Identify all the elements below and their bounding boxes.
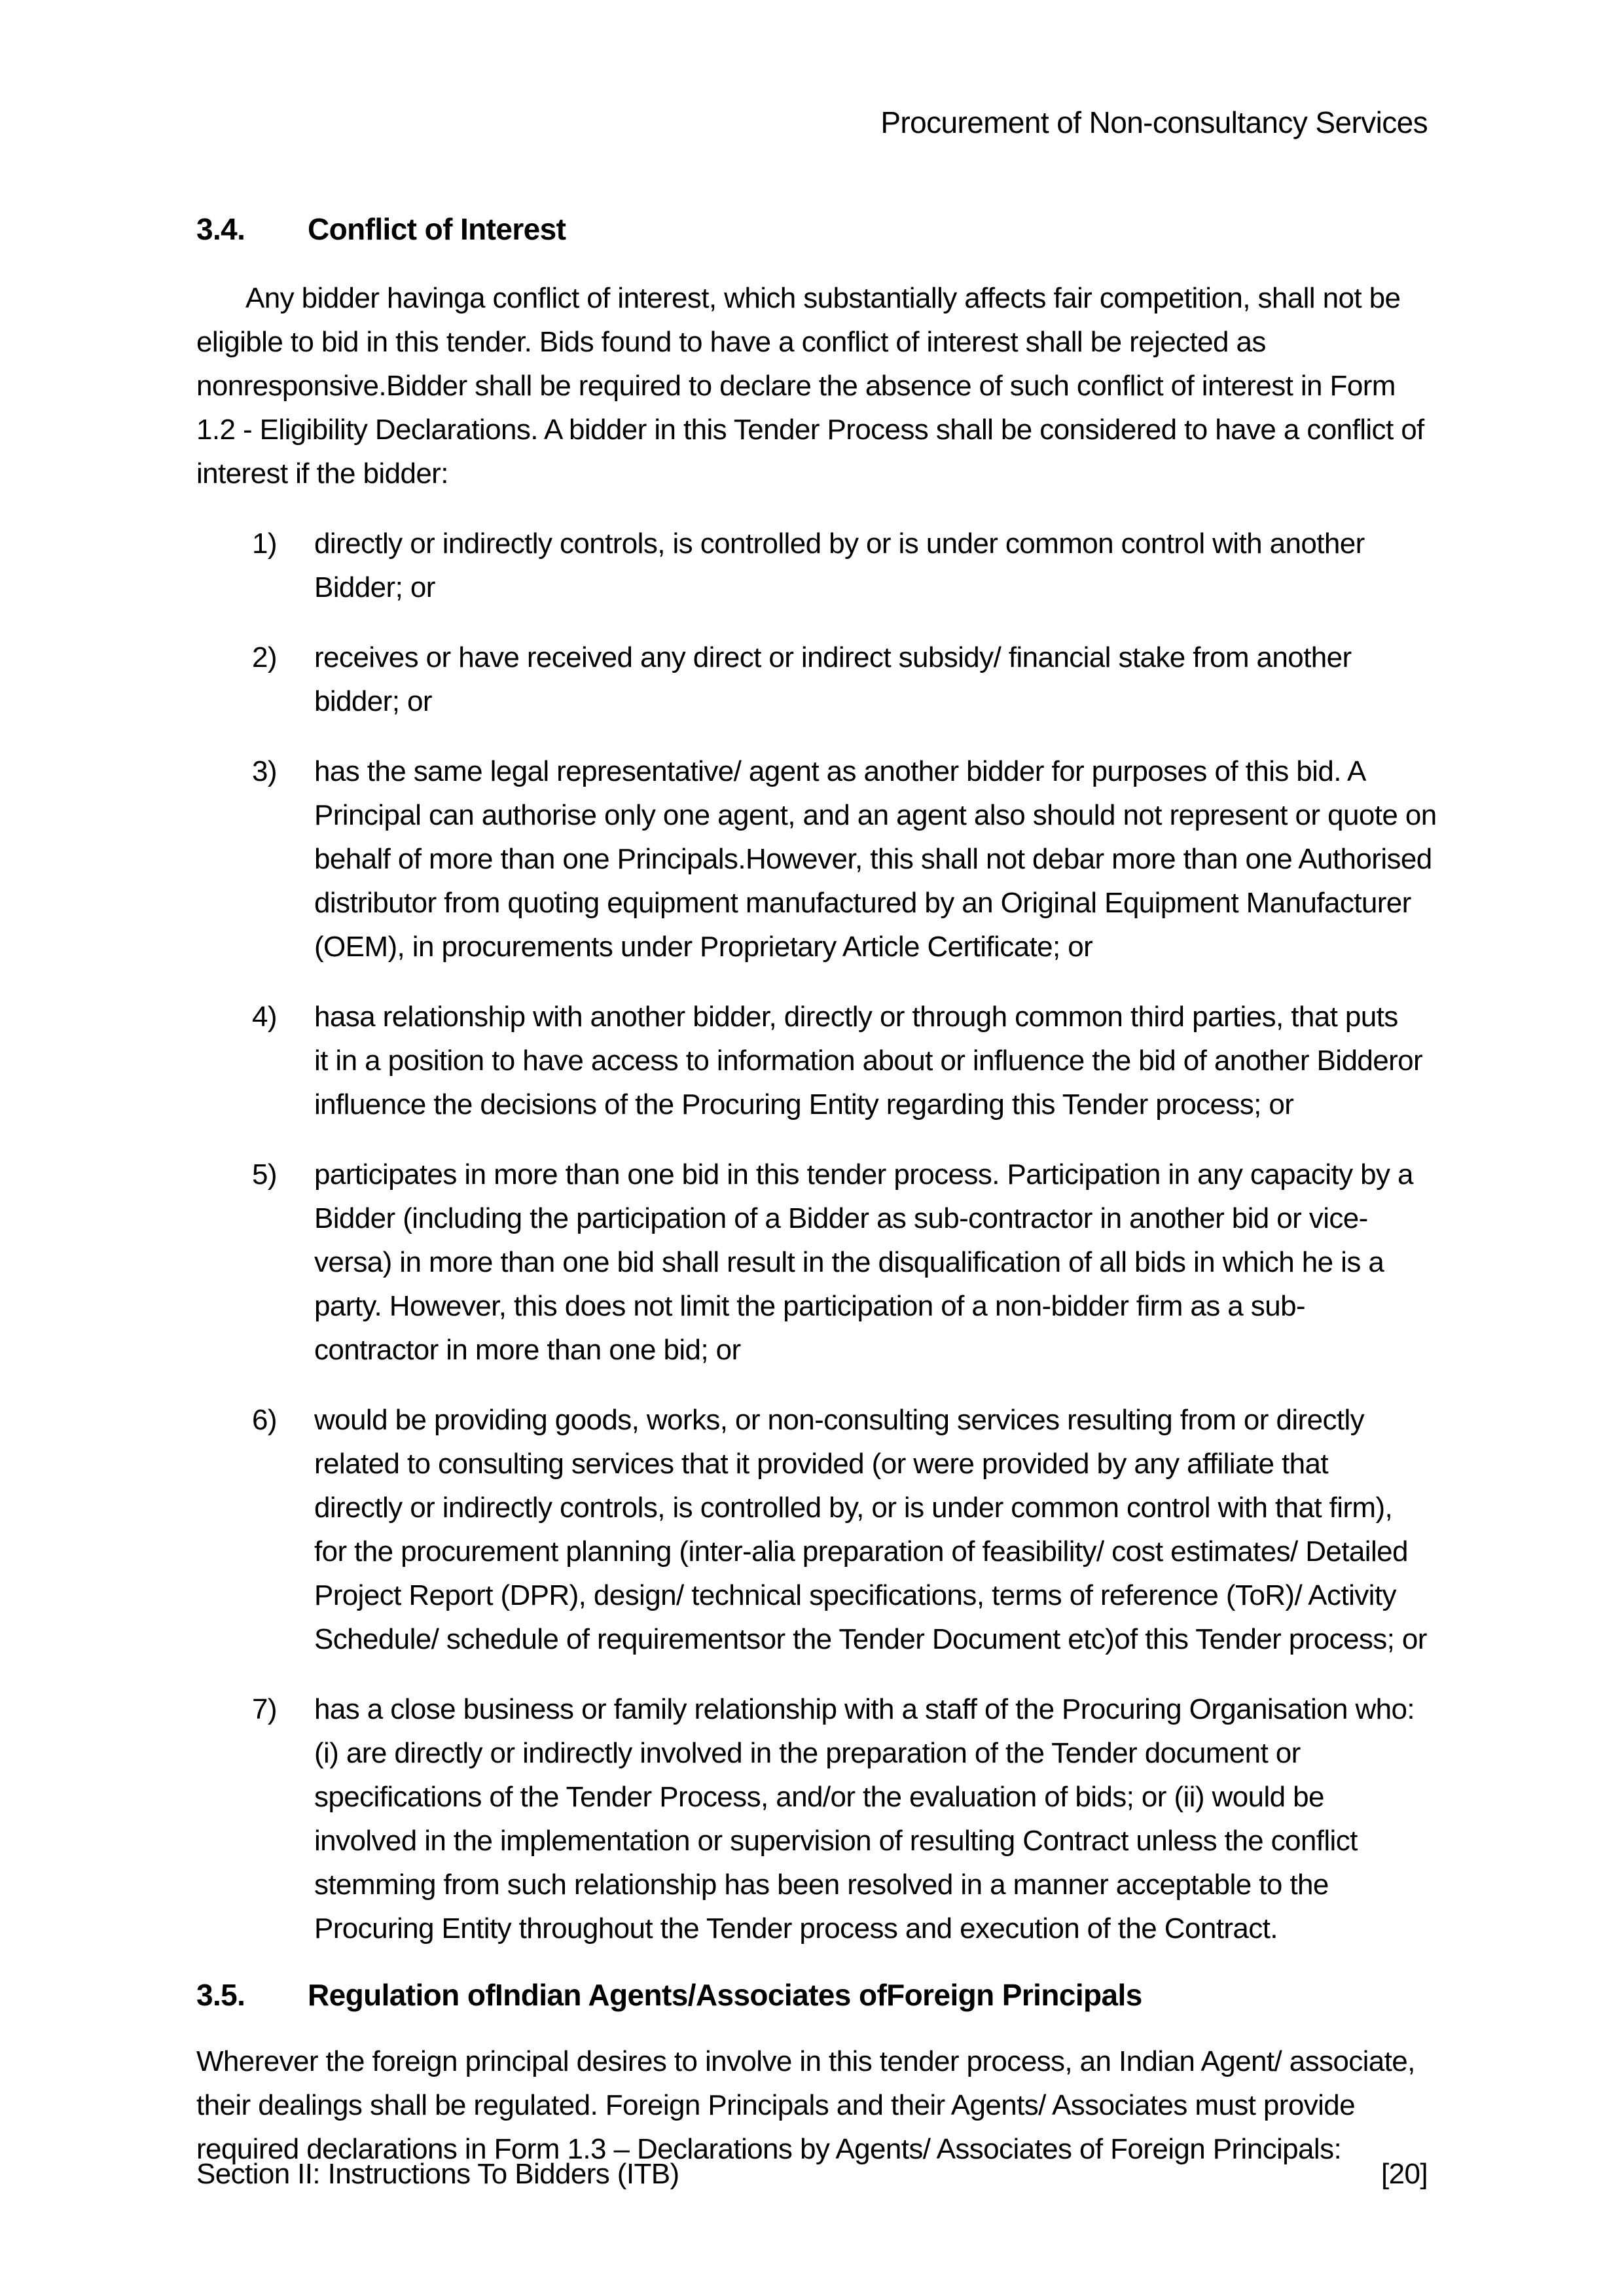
text-line: required declarations in Form 1.3 – Declarations by Agents/ Associates of Foreign Principals: <box>196 2133 1342 2165</box>
text-line: (OEM), in procurements under Proprietary Article Certificate; or <box>314 931 1093 963</box>
section-3-5-body <box>196 2039 1428 2171</box>
footer-section-label: Section II: Instructions To Bidders (ITB) <box>196 2158 679 2190</box>
text-line: bidder; or <box>314 685 432 717</box>
list-item <box>196 1687 1428 1950</box>
text-line: 1.2 - Eligibility Declarations. A bidder in this Tender Process shall be considered to have a conflict of <box>196 414 1424 446</box>
section-3-4-title: Conflict of Interest <box>308 212 566 246</box>
text-line: would be providing goods, works, or non-consulting services resulting from or directly <box>314 1404 1365 1436</box>
list-item-number: 7) <box>252 1693 277 1725</box>
text-line: directly or indirectly controls, is controlled by, or is under common control with that firm), <box>314 1492 1393 1524</box>
list-item <box>196 1398 1428 1661</box>
text-line: influence the decisions of the Procuring Entity regarding this Tender process; or <box>314 1088 1294 1121</box>
text-line: their dealings shall be regulated. Foreign Principals and their Agents/ Associates must provide <box>196 2089 1356 2121</box>
page-footer <box>196 2157 1428 2192</box>
text-line: has the same legal representative/ agent as another bidder for purposes of this bid. A <box>314 755 1366 787</box>
text-line: has a close business or family relationship with a staff of the Procuring Organisation who: <box>314 1693 1415 1725</box>
page-header: Procurement of Non-consultancy Services <box>880 105 1428 139</box>
text-line: Project Report (DPR), design/ technical specifications, terms of reference (ToR)/ Activity <box>314 1579 1396 1611</box>
text-line: related to consulting services that it provided (or were provided by any affiliate that <box>314 1448 1328 1480</box>
text-line: behalf of more than one Principals.However, this shall not debar more than one Authorised <box>314 843 1432 875</box>
section-3-5-heading <box>196 1977 1428 2013</box>
section-3-5-number: 3.5. <box>196 1978 245 2012</box>
text-line: specifications of the Tender Process, and/or the evaluation of bids; or (ii) would be <box>314 1781 1324 1813</box>
text-line: stemming from such relationship has been resolved in a manner acceptable to the <box>314 1869 1329 1901</box>
text-line: distributor from quoting equipment manufactured by an Original Equipment Manufacturer <box>314 887 1411 919</box>
list-item <box>196 522 1428 609</box>
text-line: (i) are directly or indirectly involved in the preparation of the Tender document or <box>314 1737 1301 1769</box>
text-line: directly or indirectly controls, is controlled by or is under common control with another <box>314 528 1365 560</box>
text-line: receives or have received any direct or indirect subsidy/ financial stake from another <box>314 641 1352 673</box>
list-item-number: 6) <box>252 1404 277 1436</box>
text-line: Bidder (including the participation of a Bidder as sub-contractor in another bid or vice- <box>314 1202 1368 1234</box>
list-item-number: 4) <box>252 1001 277 1033</box>
footer-page-number: [20] <box>1381 2158 1428 2190</box>
conflict-list <box>196 522 1437 1950</box>
text-line: involved in the implementation or supervision of resulting Contract unless the conflict <box>314 1825 1358 1857</box>
text-line: Schedule/ schedule of requirementsor the Tender Document etc)of this Tender process; or <box>314 1623 1427 1655</box>
text-line: participates in more than one bid in this tender process. Participation in any capacity by a <box>314 1158 1413 1191</box>
list-item <box>196 749 1437 969</box>
text-line: hasa relationship with another bidder, directly or through common third parties, that puts <box>314 1001 1398 1033</box>
text-line: versa) in more than one bid shall result in the disqualification of all bids in which he is a <box>314 1246 1384 1278</box>
text-line: nonresponsive.Bidder shall be required to declare the absence of such conflict of interest in Form <box>196 370 1396 402</box>
text-line: Wherever the foreign principal desires to involve in this tender process, an Indian Agent/ associate, <box>196 2045 1415 2077</box>
text-line: it in a position to have access to information about or influence the bid of another Bidderor <box>314 1045 1423 1077</box>
list-item <box>196 636 1428 723</box>
text-line: eligible to bid in this tender. Bids found to have a conflict of interest shall be rejected as <box>196 326 1266 358</box>
section-3-4-heading <box>196 211 1428 247</box>
text-line: interest if the bidder: <box>196 457 448 490</box>
list-item-number: 2) <box>252 641 277 673</box>
text-line: Any bidder havinga conflict of interest, which substantially affects fair competition, shall not be <box>245 282 1401 314</box>
text-line: Principal can authorise only one agent, and an agent also should not represent or quote on <box>314 799 1437 831</box>
list-item <box>196 1153 1428 1372</box>
list-item <box>196 995 1428 1126</box>
text-line: Bidder; or <box>314 571 435 603</box>
section-3-5-title: Regulation ofIndian Agents/Associates ofForeign Principals <box>308 1978 1142 2012</box>
section-3-4-intro <box>196 276 1428 495</box>
list-item-number: 1) <box>252 528 277 560</box>
section-3-4-number: 3.4. <box>196 212 245 246</box>
list-item-number: 3) <box>252 755 277 787</box>
text-line: party. However, this does not limit the participation of a non-bidder firm as a sub- <box>314 1290 1305 1322</box>
list-item-number: 5) <box>252 1158 277 1191</box>
text-line: for the procurement planning (inter-alia preparation of feasibility/ cost estimates/ Detailed <box>314 1535 1408 1568</box>
text-line: contractor in more than one bid; or <box>314 1334 741 1366</box>
text-line: Procuring Entity throughout the Tender process and execution of the Contract. <box>314 1912 1278 1945</box>
